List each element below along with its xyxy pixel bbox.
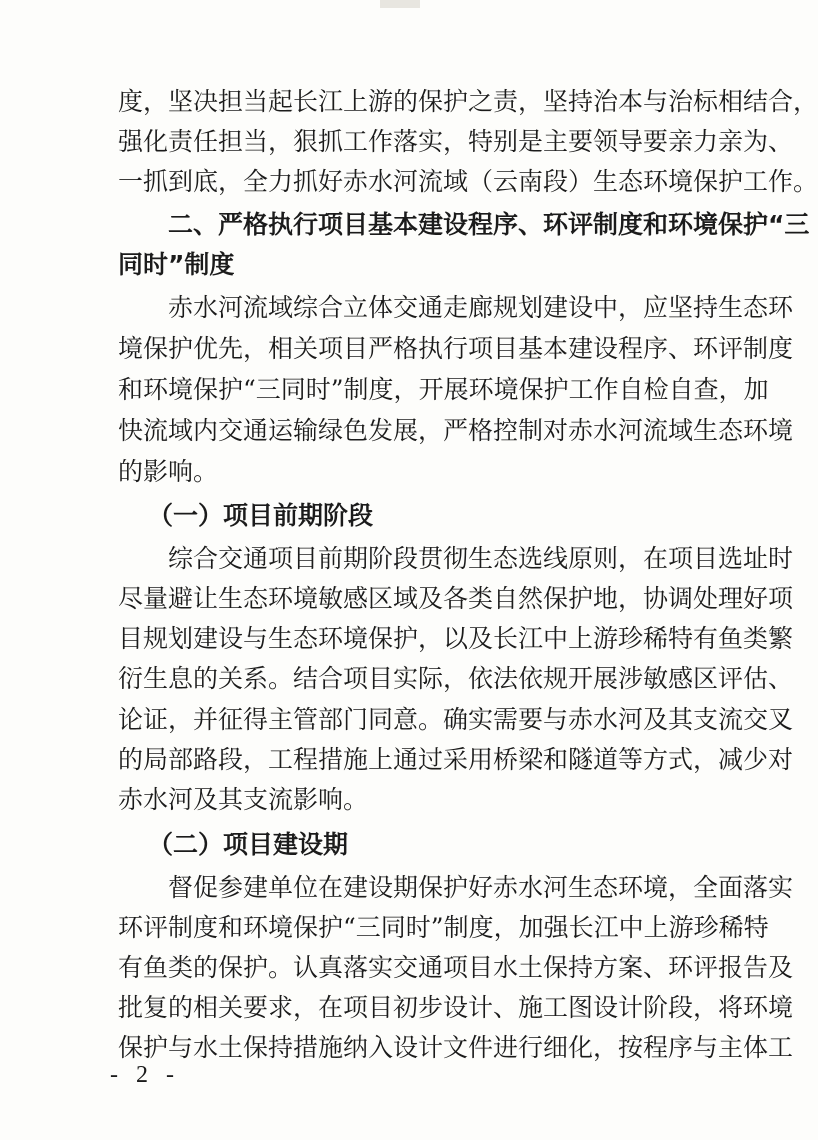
- paragraph-line: 一抓到底，全力抓好赤水河流域（云南段）生态环境保护工作。: [118, 167, 818, 196]
- paragraph-line: 的影响。: [118, 457, 219, 486]
- paragraph-line: 综合交通项目前期阶段贯彻生态选线原则，在项目选址时: [168, 544, 794, 573]
- section-heading: （二）项目建设期: [148, 830, 349, 859]
- paragraph-line: 境保护优先，相关项目严格执行项目基本建设程序、环评制度: [118, 334, 794, 363]
- section-heading: （一）项目前期阶段: [148, 501, 374, 530]
- page-number: - 2 -: [110, 1062, 180, 1088]
- paragraph-line: 强化责任担当，狠抓工作落实，特别是主要领导要亲力亲为、: [118, 127, 794, 156]
- section-heading: 同时”制度: [118, 250, 235, 279]
- paragraph-line: 和环境保护“三同时”制度，开展环境保护工作自检自查，加: [118, 375, 769, 404]
- paragraph-line: 目规划建设与生态环境保护，以及长江中上游珍稀特有鱼类繁: [118, 624, 794, 653]
- paragraph-line: 衍生息的关系。结合项目实际，依法依规开展涉敏感区评估、: [118, 664, 794, 693]
- paragraph-line: 保护与水土保持措施纳入设计文件进行细化，按程序与主体工: [118, 1033, 794, 1062]
- paragraph-line: 赤水河及其支流影响。: [118, 785, 369, 814]
- paragraph-line: 度，坚决担当起长江上游的保护之责，坚持治本与治标相结合，: [118, 87, 818, 116]
- section-heading: 二、严格执行项目基本建设程序、环评制度和环境保护“三: [168, 210, 810, 239]
- paragraph-line: 环评制度和环境保护“三同时”制度，加强长江中上游珍稀特: [118, 913, 769, 942]
- paragraph-line: 批复的相关要求，在项目初步设计、施工图设计阶段，将环境: [118, 993, 794, 1022]
- paragraph-line: 快流域内交通运输绿色发展，严格控制对赤水河流域生态环境: [118, 416, 794, 445]
- paragraph-line: 有鱼类的保护。认真落实交通项目水土保持方案、环评报告及: [118, 953, 794, 982]
- paragraph-line: 论证，并征得主管部门同意。确实需要与赤水河及其支流交叉: [118, 705, 794, 734]
- paragraph-line: 赤水河流域综合立体交通走廊规划建设中，应坚持生态环: [168, 293, 794, 322]
- paragraph-line: 尽量避让生态环境敏感区域及各类自然保护地，协调处理好项: [118, 584, 794, 613]
- paragraph-line: 的局部路段，工程措施上通过采用桥梁和隧道等方式，减少对: [118, 745, 794, 774]
- paragraph-line: 督促参建单位在建设期保护好赤水河生态环境，全面落实: [168, 873, 794, 902]
- scan-mark: [380, 0, 420, 8]
